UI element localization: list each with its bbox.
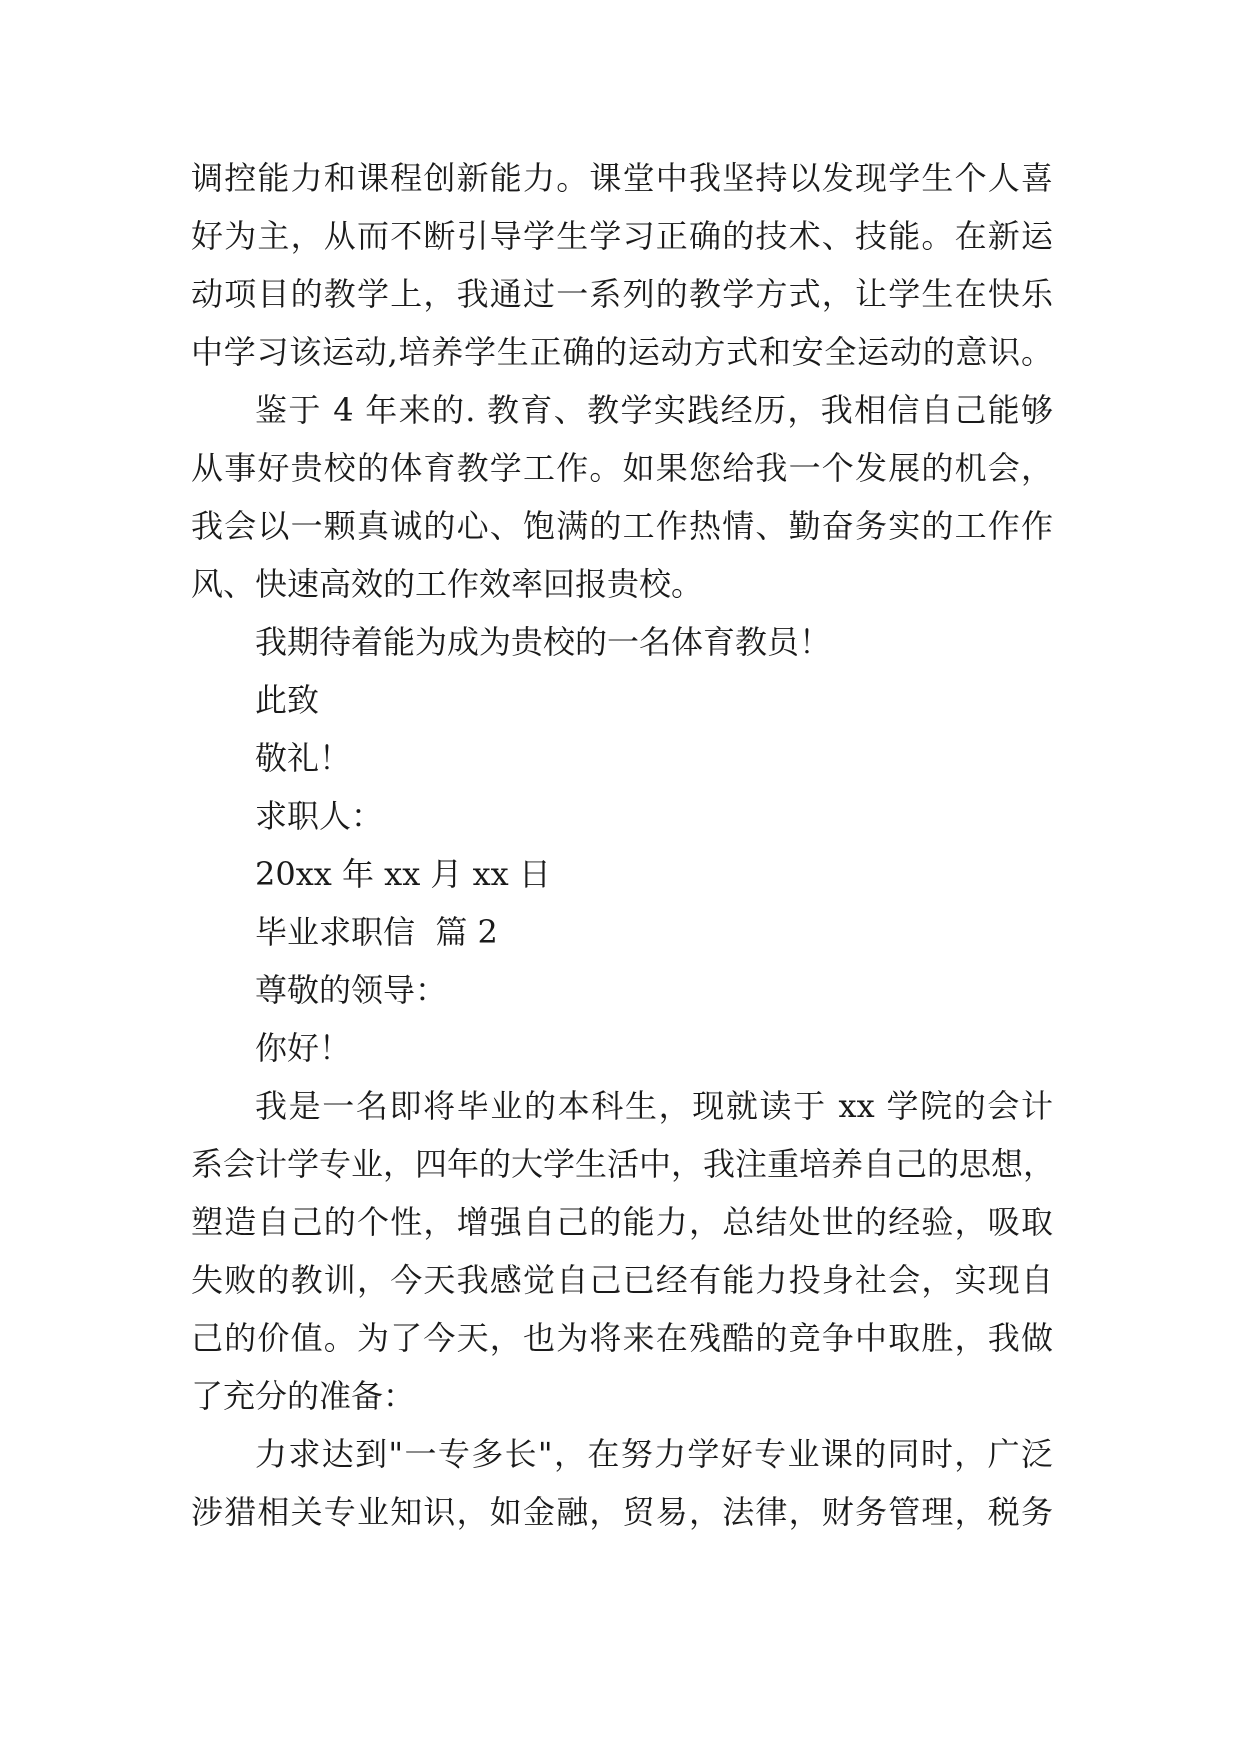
paragraph-line: 己的价值。为了今天，也为将来在残酷的竞争中取胜，我做: [191, 1319, 1053, 1357]
paragraph-line: 中学习该运动,培养学生正确的运动方式和安全运动的意识。: [191, 333, 1053, 371]
date-line: 20xx 年 xx 月 xx 日: [255, 855, 551, 893]
paragraph-line: 涉猎相关专业知识，如金融，贸易，法律，财务管理，税务: [191, 1493, 1053, 1531]
paragraph-line: 调控能力和课程创新能力。课堂中我坚持以发现学生个人喜: [191, 159, 1053, 197]
paragraph-line: 动项目的教学上，我通过一系列的教学方式，让学生在快乐: [191, 275, 1053, 313]
paragraph-line: 失败的教训，今天我感觉自己已经有能力投身社会，实现自: [191, 1261, 1053, 1299]
paragraph-line: 好为主，从而不断引导学生学习正确的技术、技能。在新运: [191, 217, 1053, 255]
paragraph-line: 塑造自己的个性，增强自己的能力，总结处世的经验，吸取: [191, 1203, 1053, 1241]
paragraph-line: 了充分的准备：: [191, 1377, 416, 1415]
greeting-line: 你好！: [255, 1029, 352, 1067]
closing-line: 此致: [255, 681, 320, 719]
signature-label: 求职人：: [255, 797, 384, 835]
greeting-line: 尊敬的领导：: [255, 971, 448, 1009]
paragraph-line: 我会以一颗真诚的心、饱满的工作热情、勤奋务实的工作作: [191, 507, 1053, 545]
paragraph-line: 从事好贵校的体育教学工作。如果您给我一个发展的机会，: [191, 449, 1053, 487]
paragraph-line: 我期待着能为成为贵校的一名体育教员！: [255, 623, 832, 661]
paragraph-line: 系会计学专业，四年的大学生活中，我注重培养自己的思想，: [191, 1145, 1056, 1183]
paragraph-line: 鉴于 4 年来的. 教育、教学实践经历，我相信自己能够: [255, 391, 1053, 429]
paragraph-line: 力求达到"一专多长"，在努力学好专业课的同时，广泛: [255, 1435, 1053, 1473]
section-heading: 毕业求职信 篇 2: [255, 913, 498, 951]
salutation-line: 敬礼！: [255, 739, 352, 777]
paragraph-line: 我是一名即将毕业的本科生，现就读于 xx 学院的会计: [255, 1087, 1053, 1125]
paragraph-line: 风、快速高效的工作效率回报贵校。: [191, 565, 704, 603]
